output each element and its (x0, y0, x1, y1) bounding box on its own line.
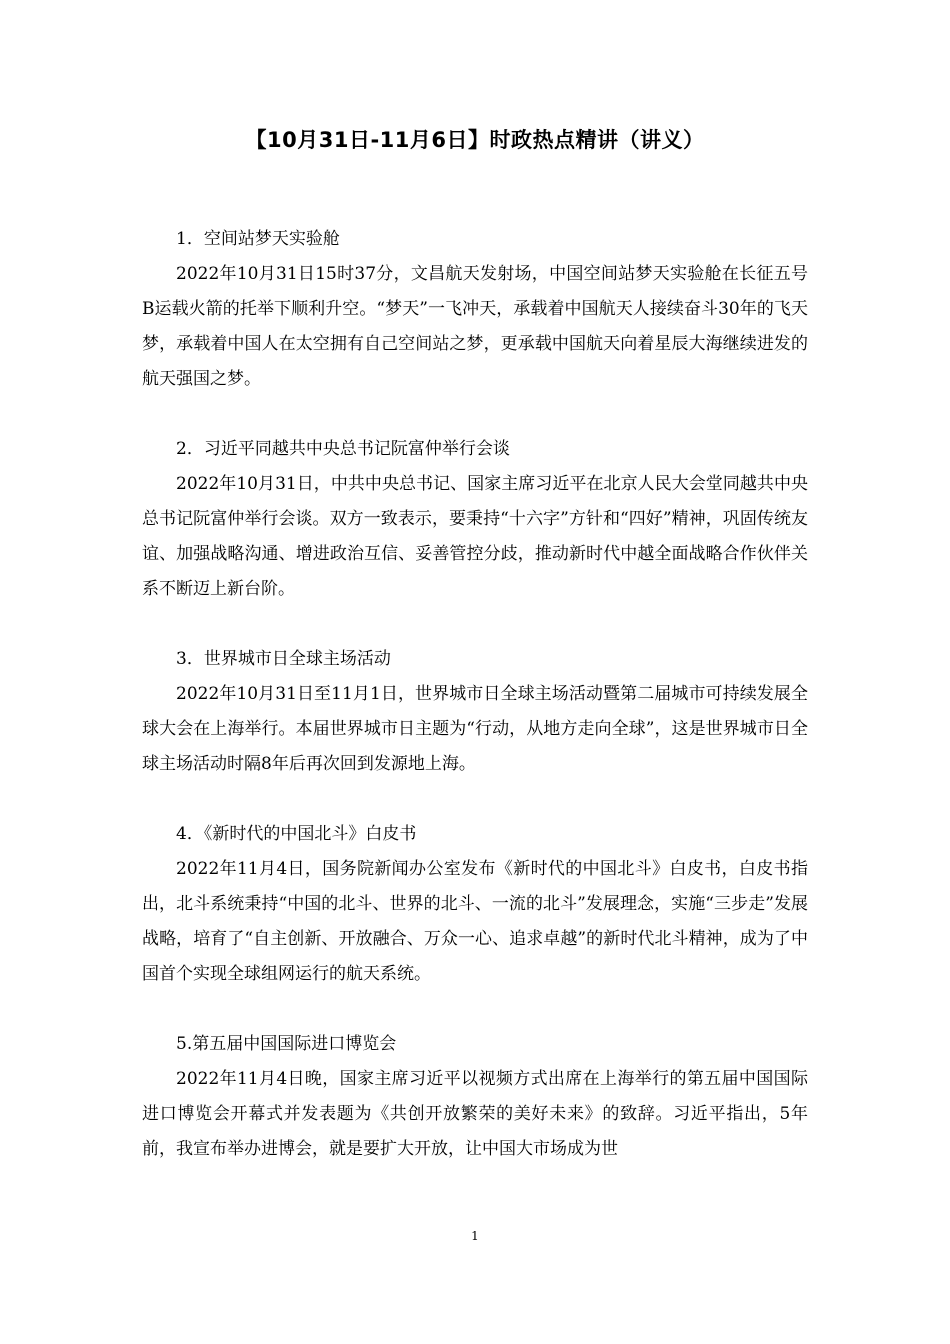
section-beidou-baipishu (142, 817, 808, 992)
document-body (142, 222, 808, 1202)
document-title: 【10月31日-11月6日】时政热点精讲（讲义） (245, 128, 705, 152)
page-number: 1 (471, 1229, 479, 1243)
section-heading: 4．《新时代的中国北斗》白皮书 (176, 824, 417, 844)
section-kongjianzhan (142, 222, 808, 397)
section-paragraph: 2022年10月31日，中共中央总书记、国家主席习近平在北京人民大会堂同越共中央总书记阮富仲举行会谈。双方一致表示，要秉持“十六字”方针和“四好”精神，巩固传统友谊、加强战略沟通、增进政治互信、妥善管控分歧，推动新时代中越全面战略合作伙伴关系不断迈上新台阶。 (142, 474, 808, 599)
section-heading: 2．习近平同越共中央总书记阮富仲举行会谈 (176, 439, 510, 459)
section-shijie-chengshiri (142, 642, 808, 782)
section-paragraph: 2022年10月31日15时37分，文昌航天发射场，中国空间站梦天实验舱在长征五号B运载火箭的托举下顺利升空。“梦天”一飞冲天，承载着中国航天人接续奋斗30年的飞天梦，承载着中国人在太空拥有自己空间站之梦，更承载中国航天向着星辰大海继续进发的航天强国之梦。 (142, 264, 808, 389)
section-heading: 3．世界城市日全球主场活动 (176, 649, 391, 669)
section-heading: 5.第五届中国国际进口博览会 (176, 1034, 397, 1054)
section-paragraph: 2022年11月4日晚，国家主席习近平以视频方式出席在上海举行的第五届中国国际进口博览会开幕式并发表题为《共创开放繁荣的美好未来》的致辞。习近平指出，5年前，我宣布举办进博会，就是要扩大开放，让中国大市场成为世 (142, 1069, 808, 1159)
section-jinbohui (142, 1027, 808, 1167)
section-zhongyue-huitan (142, 432, 808, 607)
section-paragraph: 2022年11月4日，国务院新闻办公室发布《新时代的中国北斗》白皮书，白皮书指出，北斗系统秉持“中国的北斗、世界的北斗、一流的北斗”发展理念，实施“三步走”发展战略，培育了“自主创新、开放融合、万众一心、追求卓越”的新时代北斗精神，成为了中国首个实现全球组网运行的航天系统。 (142, 859, 808, 984)
section-heading: 1．空间站梦天实验舱 (176, 229, 340, 249)
section-paragraph: 2022年10月31日至11月1日，世界城市日全球主场活动暨第二届城市可持续发展全球大会在上海举行。本届世界城市日主题为“行动，从地方走向全球”，这是世界城市日全球主场活动时隔8年后再次回到发源地上海。 (142, 684, 808, 774)
